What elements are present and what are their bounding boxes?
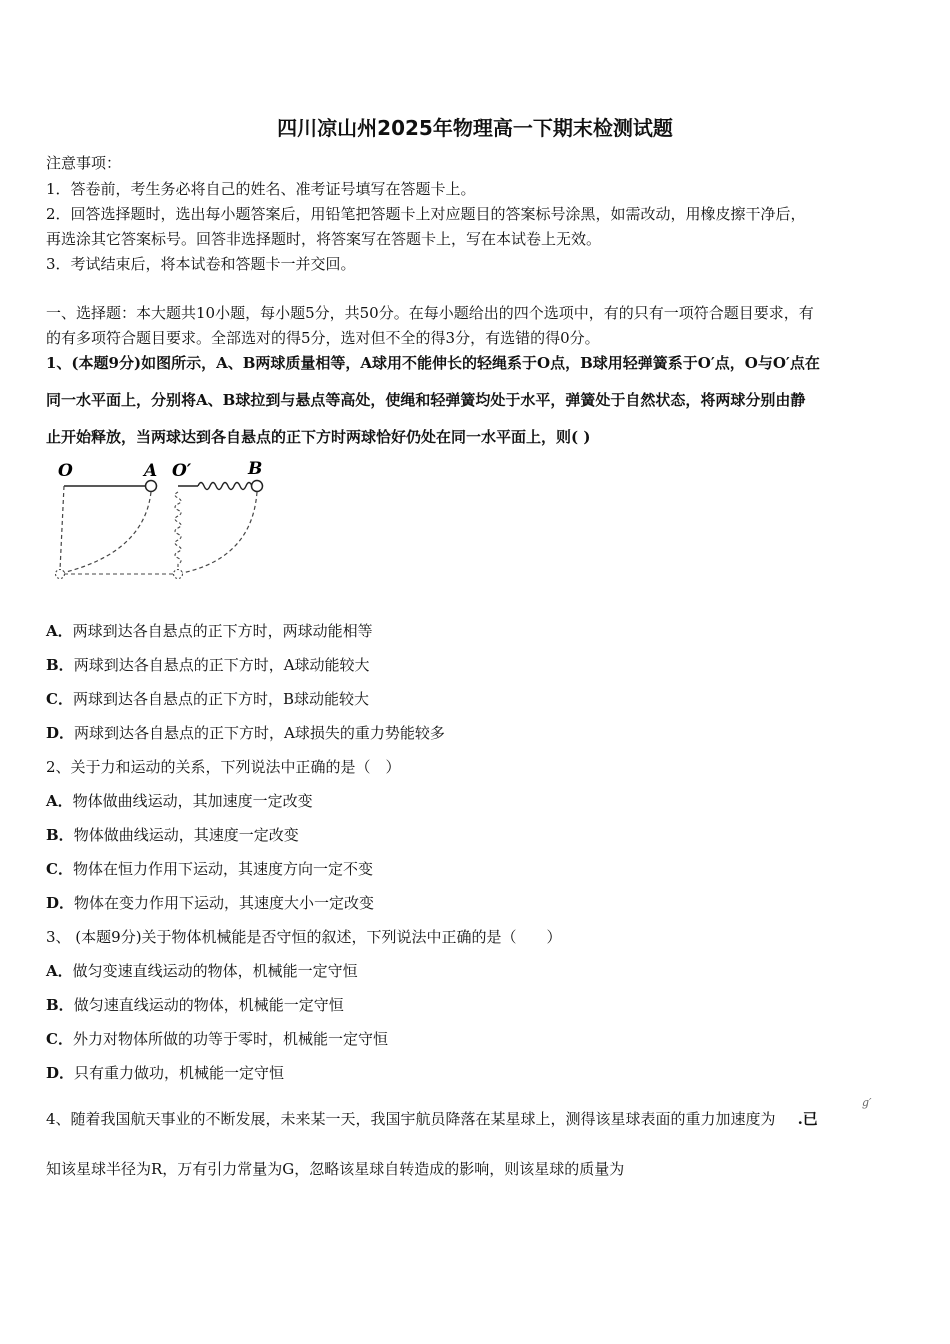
option-letter: D．	[46, 1064, 75, 1082]
q4-stem-2: 知该星球半径为R，万有引力常量为G，忽略该星球自转造成的影响，则该星球的质量为	[46, 1160, 625, 1178]
option-letter: B．	[46, 826, 74, 844]
notice-item-2-cont: 再选涂其它答案标号。回答非选择题时，将答案写在答题卡上，写在本试卷上无效。	[46, 230, 602, 248]
option-text: 两球到达各自悬点的正下方时，A球损失的重力势能较多	[74, 724, 445, 742]
option-letter: C．	[46, 860, 73, 878]
label-o-prime: O′	[172, 461, 192, 481]
label-b: B	[248, 459, 263, 479]
option-text: 做匀速直线运动的物体，机械能一定守恒	[73, 996, 344, 1014]
q1-stem-2: 同一水平面上，分别将A、B球拉到与悬点等高处，使绳和轻弹簧均处于水平，弹簧处于自然状态，将两球分别由静	[46, 391, 806, 409]
q1-option-b	[46, 654, 370, 675]
q1-stem-1: 1、(本题9分)如图所示，A、B两球质量相等，A球用不能伸长的轻绳系于O点，B球用轻弹簧系于O′点，O与O′点在	[46, 354, 820, 372]
label-a: A	[144, 461, 158, 481]
ball-b	[252, 481, 263, 492]
option-letter: B．	[46, 656, 74, 674]
spring-coil	[198, 483, 258, 490]
option-letter: C．	[46, 1030, 73, 1048]
page-title: 四川凉山州2025年物理高一下期末检测试题	[277, 116, 673, 140]
q3-option-c	[46, 1028, 388, 1049]
label-o: O	[58, 461, 73, 481]
q2-option-c	[46, 858, 373, 879]
option-letter: A．	[46, 622, 73, 640]
option-text: 两球到达各自悬点的正下方时，两球动能相等	[72, 622, 373, 640]
section-intro-1: 一、选择题：本大题共10小题，每小题5分，共50分。在每小题给出的四个选项中，有的只有一项符合题目要求，有	[46, 304, 814, 322]
ball-a	[146, 481, 157, 492]
q3-option-a	[46, 960, 358, 981]
option-letter: A．	[46, 962, 73, 980]
ball-a-bottom	[56, 570, 65, 579]
option-text: 物体做曲线运动，其速度一定改变	[73, 826, 299, 844]
option-letter: D．	[46, 894, 75, 912]
rope-path-vertical	[60, 486, 64, 570]
q1-option-d	[46, 722, 445, 743]
g-prime-symbol: g′	[862, 1096, 872, 1109]
q3-stem: 3、 (本题9分)关于物体机械能是否守恒的叙述，下列说法中正确的是（ ）	[46, 928, 562, 946]
section-intro-2: 的有多项符合题目要求。全部选对的得5分，选对但不全的得3分，有选错的得0分。	[46, 329, 600, 347]
q1-option-a	[46, 620, 373, 641]
q1-stem-3: 止开始释放，当两球达到各自悬点的正下方时两球恰好仍处在同一水平面上，则( )	[46, 428, 591, 446]
q2-option-b	[46, 824, 299, 845]
spring-stretched	[175, 492, 181, 564]
notice-heading: 注意事项：	[46, 154, 122, 172]
ball-b-arc	[182, 492, 257, 573]
option-text: 物体做曲线运动，其加速度一定改变	[72, 792, 313, 810]
option-letter: A．	[46, 792, 73, 810]
q2-stem: 2、关于力和运动的关系，下列说法中正确的是（ ）	[46, 758, 401, 776]
option-letter: D．	[46, 724, 75, 742]
ball-b-bottom	[174, 570, 183, 579]
q1-diagram	[52, 458, 277, 583]
option-letter: C．	[46, 690, 73, 708]
q2-option-d	[46, 892, 374, 913]
notice-item-2: 2．回答选择题时，选出每小题答案后，用铅笔把答题卡上对应题目的答案标号涂黑，如需改动，用橡皮擦干净后，	[46, 205, 806, 223]
q3-option-d	[46, 1062, 284, 1083]
q4-stem-text: 4、随着我国航天事业的不断发展，未来某一天，我国宇航员降落在某星球上，测得该星球表面的重力加速度为	[46, 1110, 776, 1128]
option-text: 两球到达各自悬点的正下方时，A球动能较大	[73, 656, 370, 674]
ball-a-arc	[62, 492, 151, 573]
option-text: 物体在恒力作用下运动，其速度方向一定不变	[72, 860, 373, 878]
option-text: 做匀变速直线运动的物体，机械能一定守恒	[72, 962, 358, 980]
option-text: 物体在变力作用下运动，其速度大小一定改变	[74, 894, 375, 912]
option-letter: B．	[46, 996, 74, 1014]
q1-option-c	[46, 688, 369, 709]
q2-option-a	[46, 790, 313, 811]
option-text: 只有重力做功，机械能一定守恒	[74, 1064, 285, 1082]
notice-item-3: 3．考试结束后，将本试卷和答题卡一并交回。	[46, 255, 356, 273]
notice-item-1: 1．答卷前，考生务必将自己的姓名、准考证号填写在答题卡上。	[46, 180, 476, 198]
q3-option-b	[46, 994, 344, 1015]
option-text: 外力对物体所做的功等于零时，机械能一定守恒	[72, 1030, 388, 1048]
q4-stem-end: .已	[797, 1110, 818, 1128]
option-text: 两球到达各自悬点的正下方时，B球动能较大	[72, 690, 369, 708]
q4-stem-1	[46, 1108, 818, 1129]
